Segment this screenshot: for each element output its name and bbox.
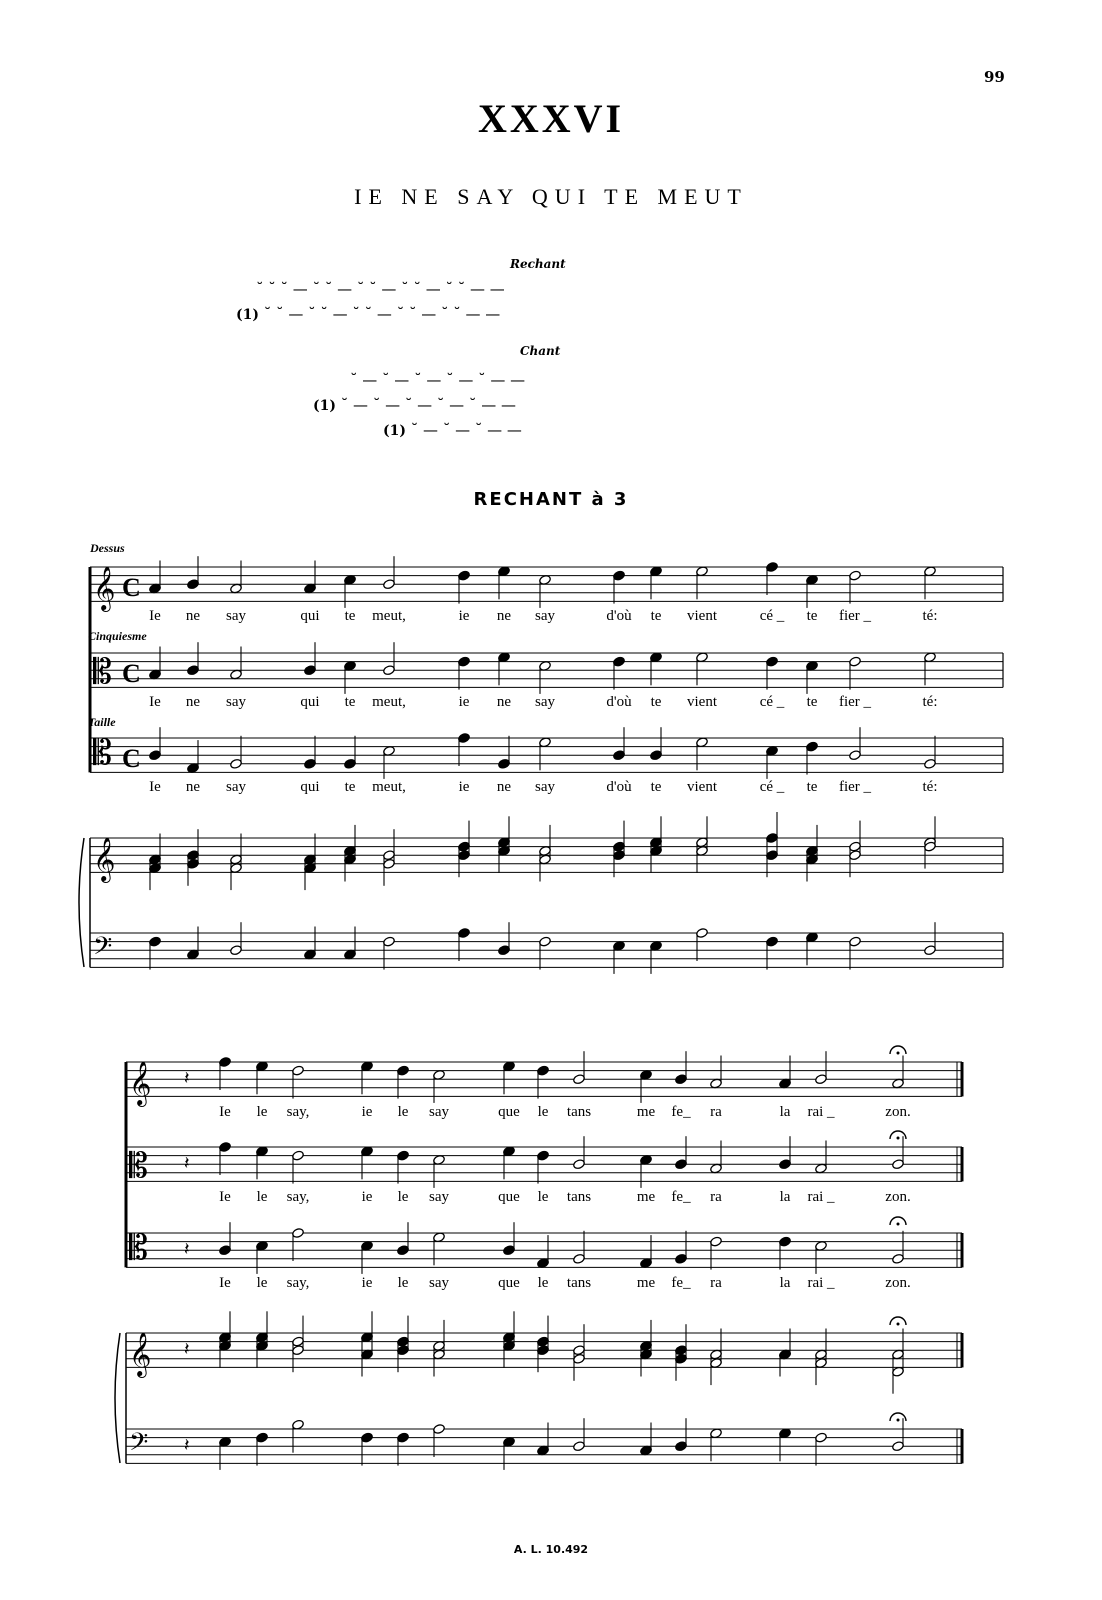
lyric-syllable: me — [636, 1104, 656, 1120]
lyric-syllable: té: — [922, 608, 938, 624]
lyric-syllable: meut, — [372, 694, 406, 710]
lyric-syllable: d'où — [606, 779, 632, 795]
lyric-syllable: te — [650, 694, 662, 710]
lyric-syllable: que — [498, 1275, 520, 1291]
lyric-syllable: qui — [300, 608, 320, 624]
lyric-syllable: ra — [710, 1189, 722, 1205]
piano-bass-1-notes — [149, 922, 937, 974]
lyric-syllable: ne — [185, 694, 201, 710]
lyric-syllable: qui — [300, 694, 320, 710]
lyric-syllable: ie — [361, 1189, 373, 1205]
lyric-syllable: say, — [286, 1189, 310, 1205]
lyric-syllable: ie — [361, 1275, 373, 1291]
lyric-syllable: la — [779, 1189, 791, 1205]
lyric-syllable: rai _ — [807, 1189, 835, 1205]
meter-pattern: ˘ — ˘ — ˘ — ˘ — ˘ — — — [340, 396, 516, 414]
quarter-rest: 𝄽 — [184, 1068, 190, 1089]
quarter-rest: 𝄽 — [184, 1435, 190, 1456]
lyric-syllable: ne — [185, 608, 201, 624]
time-signature: C — [122, 659, 141, 688]
lyrics-dessus-2 — [219, 1104, 911, 1120]
lyric-syllable: ie — [458, 608, 470, 624]
lyric-syllable: té: — [922, 779, 938, 795]
lyric-syllable: say — [535, 694, 555, 710]
lyric-syllable: te — [806, 779, 818, 795]
lyric-syllable: say, — [286, 1275, 310, 1291]
meter-mark: (1) — [236, 307, 259, 323]
lyric-syllable: vient — [687, 694, 717, 710]
staff-cinquiesme-1 — [90, 653, 1003, 687]
lyric-syllable: Ie — [219, 1275, 231, 1291]
staff-dessus-1 — [90, 567, 1003, 601]
lyric-syllable: rai _ — [807, 1104, 835, 1120]
plate-number: A. L. 10.492 — [513, 1543, 589, 1556]
lyric-syllable: ie — [458, 694, 470, 710]
brace-piano-1 — [79, 838, 84, 967]
section-heading: RECHANT à 3 — [473, 489, 629, 510]
lyric-syllable: zon. — [885, 1275, 911, 1291]
quarter-rest: 𝄽 — [184, 1153, 190, 1174]
lyric-syllable: le — [537, 1189, 549, 1205]
alto-clef: 𝄡 — [93, 652, 112, 692]
treble-clef: 𝄞 — [93, 837, 116, 881]
lyric-syllable: te — [344, 608, 356, 624]
piece-subtitle: IE NE SAY QUI TE MEUT — [354, 184, 748, 209]
lyric-syllable: fier _ — [838, 779, 872, 795]
lyric-syllable: fe_ — [671, 1275, 691, 1291]
lyric-syllable: me — [636, 1189, 656, 1205]
treble-clef: 𝄞 — [93, 566, 116, 610]
alto-clef: 𝄡 — [129, 1146, 148, 1186]
lyric-syllable: d'où — [606, 694, 632, 710]
lyrics-cinquiesme-1 — [149, 694, 937, 710]
lyric-syllable: te — [344, 694, 356, 710]
lyric-syllable: Ie — [149, 608, 161, 624]
lyric-syllable: Ie — [149, 779, 161, 795]
meter-mark: (1) — [313, 398, 336, 414]
lyric-syllable: le — [256, 1189, 268, 1205]
quarter-rest: 𝄽 — [184, 1339, 190, 1360]
lyric-syllable: vient — [687, 608, 717, 624]
lyric-syllable: zon. — [885, 1104, 911, 1120]
lyric-syllable: que — [498, 1189, 520, 1205]
lyric-syllable: ne — [496, 779, 512, 795]
lyric-syllable: rai _ — [807, 1275, 835, 1291]
lyric-syllable: le — [256, 1275, 268, 1291]
chant-meter-label: Chant — [520, 344, 561, 358]
lyric-syllable: te — [806, 608, 818, 624]
piano-bass-2-notes — [219, 1418, 905, 1470]
lyric-syllable: fier _ — [838, 608, 872, 624]
lyric-syllable: ie — [361, 1104, 373, 1120]
lyric-syllable: té: — [922, 694, 938, 710]
lyric-syllable: tans — [566, 1275, 592, 1291]
lyrics-cinquiesme-2 — [219, 1189, 911, 1205]
lyric-syllable: ie — [458, 779, 470, 795]
lyric-syllable: le — [256, 1104, 268, 1120]
lyric-syllable: say, — [286, 1104, 310, 1120]
tenor-clef: 𝄡 — [129, 1228, 148, 1268]
lyric-syllable: le — [537, 1275, 549, 1291]
bass-clef: 𝄢 — [93, 932, 113, 967]
fermata-dot — [897, 1323, 900, 1326]
lyric-syllable: ne — [185, 779, 201, 795]
lyric-syllable: cé _ — [759, 694, 785, 710]
lyric-syllable: ne — [496, 694, 512, 710]
piece-number-title: XXXVI — [477, 96, 625, 141]
lyric-syllable: la — [779, 1275, 791, 1291]
lyric-syllable: tans — [566, 1104, 592, 1120]
dessus-1-notes — [149, 556, 937, 608]
lyric-syllable: fe_ — [671, 1104, 691, 1120]
lyric-syllable: vient — [687, 779, 717, 795]
rechant-meter-label: Rechant — [510, 257, 566, 271]
lyric-syllable: say — [226, 608, 246, 624]
lyric-syllable: fier _ — [838, 694, 872, 710]
lyric-syllable: say — [535, 608, 555, 624]
fermata-dot — [897, 1223, 900, 1226]
lyric-syllable: Ie — [219, 1189, 231, 1205]
lyric-syllable: la — [779, 1104, 791, 1120]
lyric-syllable: me — [636, 1275, 656, 1291]
lyric-syllable: le — [397, 1189, 409, 1205]
voice-label-dessus: Dessus — [90, 541, 125, 555]
lyric-syllable: say — [226, 694, 246, 710]
lyric-syllable: Ie — [149, 694, 161, 710]
lyric-syllable: fe_ — [671, 1189, 691, 1205]
meter-pattern: ˘ ˘ ˘ — ˘ ˘ — ˘ ˘ — ˘ ˘ — ˘ ˘ — — — [256, 280, 505, 298]
lyric-syllable: zon. — [885, 1189, 911, 1205]
voice-label-cinquiesme: Cinquiesme — [88, 629, 147, 643]
fermata-dot — [897, 1052, 900, 1055]
tenor-clef: 𝄡 — [93, 733, 112, 773]
lyric-syllable: say — [429, 1189, 449, 1205]
lyrics-taille-2 — [219, 1275, 911, 1291]
cinquiesme-2-notes — [219, 1136, 905, 1188]
cinquiesme-1-notes — [149, 642, 937, 694]
lyric-syllable: say — [535, 779, 555, 795]
lyric-syllable: d'où — [606, 608, 632, 624]
taille-2-notes — [219, 1222, 905, 1274]
time-signature: C — [122, 744, 141, 773]
voice-label-taille: Taille — [88, 715, 116, 729]
treble-clef: 𝄞 — [129, 1332, 152, 1376]
lyric-syllable: tans — [566, 1189, 592, 1205]
piano-treble-chords-1 — [149, 812, 937, 890]
lyrics-dessus-1 — [149, 608, 937, 624]
lyric-syllable: le — [397, 1275, 409, 1291]
meter-pattern: ˘ — ˘ — ˘ — — — [410, 421, 522, 439]
time-signature: C — [122, 573, 141, 602]
lyric-syllable: qui — [300, 779, 320, 795]
taille-1-notes — [149, 727, 937, 779]
lyric-syllable: te — [344, 779, 356, 795]
quarter-rest: 𝄽 — [184, 1239, 190, 1260]
lyrics-taille-1 — [149, 779, 937, 795]
meter-pattern: ˘ ˘ — ˘ ˘ — ˘ ˘ — ˘ ˘ — ˘ ˘ — — — [263, 305, 501, 323]
fermata-dot — [897, 1137, 900, 1140]
lyric-syllable: te — [650, 608, 662, 624]
lyric-syllable: cé _ — [759, 608, 785, 624]
lyric-syllable: Ie — [219, 1104, 231, 1120]
dessus-2-notes — [219, 1051, 905, 1103]
lyric-syllable: meut, — [372, 608, 406, 624]
lyric-syllable: ra — [710, 1104, 722, 1120]
fermata-dot — [897, 1419, 900, 1422]
lyric-syllable: le — [397, 1104, 409, 1120]
bass-clef: 𝄢 — [129, 1428, 149, 1463]
meter-pattern: ˘ — ˘ — ˘ — ˘ — ˘ — — — [350, 371, 526, 389]
treble-clef: 𝄞 — [129, 1061, 152, 1105]
lyric-syllable: ne — [496, 608, 512, 624]
lyric-syllable: ra — [710, 1275, 722, 1291]
piano-treble-chords-2 — [219, 1311, 905, 1393]
lyric-syllable: te — [806, 694, 818, 710]
lyric-syllable: meut, — [372, 779, 406, 795]
lyric-syllable: que — [498, 1104, 520, 1120]
lyric-syllable: say — [429, 1104, 449, 1120]
lyric-syllable: cé _ — [759, 779, 785, 795]
lyric-syllable: le — [537, 1104, 549, 1120]
brace-piano-2 — [115, 1333, 120, 1463]
meter-mark: (1) — [383, 423, 406, 439]
page-number: 99 — [984, 68, 1005, 86]
lyric-syllable: say — [429, 1275, 449, 1291]
lyric-syllable: te — [650, 779, 662, 795]
lyric-syllable: say — [226, 779, 246, 795]
